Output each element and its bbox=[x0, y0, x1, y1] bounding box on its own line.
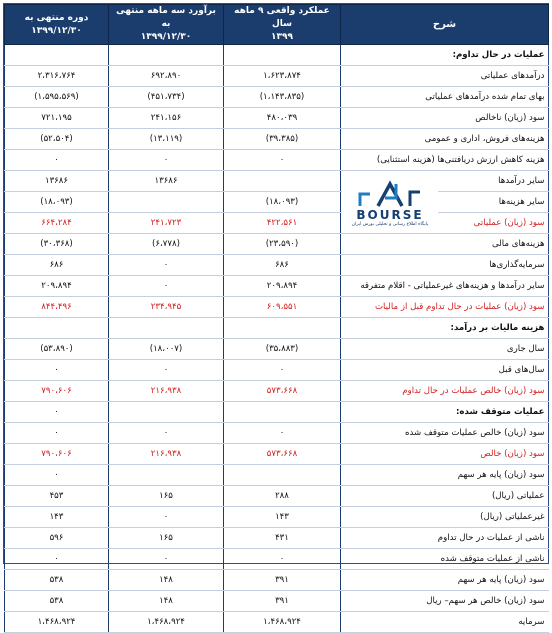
row-description: هزینه کاهش ارزش دریافتنی‌ها (هزینه استثنایی) bbox=[341, 150, 549, 171]
table-row bbox=[5, 192, 549, 213]
cell-actual-9-months: (۲۳،۵۹۰) bbox=[224, 234, 341, 255]
table-row bbox=[5, 150, 549, 171]
cell-period-total bbox=[5, 45, 109, 66]
table-row bbox=[5, 276, 549, 297]
cell-forecast-3-months bbox=[109, 465, 224, 486]
cell-actual-9-months: ۶۸۶ bbox=[224, 255, 341, 276]
cell-period-total: ۰ bbox=[5, 150, 109, 171]
cell-forecast-3-months: ۱۴۸ bbox=[109, 591, 224, 612]
row-description: سرمایه‌گذاری‌ها bbox=[341, 255, 549, 276]
table-row bbox=[5, 297, 549, 318]
table-row bbox=[5, 255, 549, 276]
row-description: عملیاتی (ریال) bbox=[341, 486, 549, 507]
cell-actual-9-months: ۳۹۱ bbox=[224, 591, 341, 612]
cell-forecast-3-months: ۲۴۱،۱۵۶ bbox=[109, 108, 224, 129]
cell-actual-9-months bbox=[224, 402, 341, 423]
row-description: سود (زیان) خالص عملیات متوقف شده bbox=[341, 423, 549, 444]
table-row bbox=[5, 381, 549, 402]
cell-period-total: ۰ bbox=[5, 465, 109, 486]
row-description: سود (زیان) عملیات در حال تداوم قبل از مالیات bbox=[341, 297, 549, 318]
cell-actual-9-months: (۱۸،۰۹۳) bbox=[224, 192, 341, 213]
row-description: سال جاری bbox=[341, 339, 549, 360]
row-description: بهای تمام شده درآمدهای عملیاتی bbox=[341, 87, 549, 108]
table-row bbox=[5, 507, 549, 528]
cell-actual-9-months: ۰ bbox=[224, 360, 341, 381]
income-statement-table bbox=[4, 4, 549, 633]
cell-actual-9-months: ۲۸۸ bbox=[224, 486, 341, 507]
cell-actual-9-months: ۴۸۰،۰۳۹ bbox=[224, 108, 341, 129]
cell-period-total: (۱،۵۹۵،۵۶۹) bbox=[5, 87, 109, 108]
cell-period-total: ۵۳۸ bbox=[5, 570, 109, 591]
cell-actual-9-months: ۱۴۳ bbox=[224, 507, 341, 528]
row-description: سود (زیان) خالص عملیات در حال تداوم bbox=[341, 381, 549, 402]
row-description: سال‌های قبل bbox=[341, 360, 549, 381]
cell-forecast-3-months: ۰ bbox=[109, 423, 224, 444]
row-description: عملیات متوقف شده: bbox=[341, 402, 549, 423]
cell-actual-9-months: ۵۷۳،۶۶۸ bbox=[224, 381, 341, 402]
cell-forecast-3-months bbox=[109, 402, 224, 423]
cell-forecast-3-months: ۱۶۵ bbox=[109, 528, 224, 549]
cell-actual-9-months: ۰ bbox=[224, 549, 341, 570]
header-forecast-3-months bbox=[109, 5, 224, 45]
header-forecast-line1: برآورد سه ماهه منتهی به bbox=[116, 6, 216, 29]
row-description: سایر درآمدها bbox=[341, 171, 549, 192]
row-description: سایر هزینه‌ها bbox=[341, 192, 549, 213]
table-row bbox=[5, 87, 549, 108]
cell-forecast-3-months: ۲۱۶،۹۳۸ bbox=[109, 444, 224, 465]
table-row bbox=[5, 549, 549, 570]
bourse-wordmark: BOURSE bbox=[356, 208, 424, 222]
cell-forecast-3-months: ۲۱۶،۹۳۸ bbox=[109, 381, 224, 402]
cell-period-total: ۸۴۴،۴۹۶ bbox=[5, 297, 109, 318]
row-description: سرمایه bbox=[341, 612, 549, 633]
cell-actual-9-months: ۰ bbox=[224, 150, 341, 171]
cell-forecast-3-months bbox=[109, 192, 224, 213]
cell-forecast-3-months: ۱۴۸ bbox=[109, 570, 224, 591]
cell-actual-9-months: ۵۷۳،۶۶۸ bbox=[224, 444, 341, 465]
header-description bbox=[341, 5, 549, 45]
row-description: غیرعملیاتی (ریال) bbox=[341, 507, 549, 528]
cell-period-total: (۱۸،۰۹۳) bbox=[5, 192, 109, 213]
cell-period-total: ۲۰۹،۸۹۴ bbox=[5, 276, 109, 297]
statement-rows bbox=[5, 45, 549, 633]
table-row bbox=[5, 570, 549, 591]
table-row bbox=[5, 528, 549, 549]
table-row bbox=[5, 423, 549, 444]
cell-actual-9-months: ۶۰۹،۵۵۱ bbox=[224, 297, 341, 318]
cell-actual-9-months: ۲۰۹،۸۹۴ bbox=[224, 276, 341, 297]
cell-actual-9-months: (۱،۱۴۳،۸۳۵) bbox=[224, 87, 341, 108]
table-row bbox=[5, 129, 549, 150]
cell-period-total: ۴۵۳ bbox=[5, 486, 109, 507]
cell-period-total: ۰ bbox=[5, 360, 109, 381]
cell-forecast-3-months: ۰ bbox=[109, 360, 224, 381]
cell-actual-9-months bbox=[224, 171, 341, 192]
row-description: هزینه مالیات بر درآمد: bbox=[341, 318, 549, 339]
table-header-row bbox=[5, 5, 549, 45]
row-description: سود (زیان) عملیاتی bbox=[341, 213, 549, 234]
cell-actual-9-months: (۳۹،۳۸۵) bbox=[224, 129, 341, 150]
cell-actual-9-months: (۳۵،۸۸۳) bbox=[224, 339, 341, 360]
cell-period-total: ۷۲۱،۱۹۵ bbox=[5, 108, 109, 129]
cell-forecast-3-months: (۴۵۱،۷۳۴) bbox=[109, 87, 224, 108]
cell-period-total: ۵۹۶ bbox=[5, 528, 109, 549]
cell-forecast-3-months: ۱۳۶۸۶ bbox=[109, 171, 224, 192]
cell-actual-9-months: ۱،۴۶۸،۹۲۴ bbox=[224, 612, 341, 633]
bourse-tagline: پایگاه اطلاع رسانی و تحلیلی بورس ایران bbox=[351, 222, 429, 227]
cell-forecast-3-months: ۱،۴۶۸،۹۲۴ bbox=[109, 612, 224, 633]
table-row bbox=[5, 444, 549, 465]
cell-forecast-3-months: (۱۸،۰۰۷) bbox=[109, 339, 224, 360]
header-actual-line1: عملکرد واقعی ۹ ماهه سال bbox=[234, 6, 330, 29]
cell-period-total: ۶۸۶ bbox=[5, 255, 109, 276]
row-description: سود (زیان) خالص هر سهم– ریال bbox=[341, 591, 549, 612]
cell-forecast-3-months: ۶۹۲،۸۹۰ bbox=[109, 66, 224, 87]
cell-period-total: ۱۳۶۸۶ bbox=[5, 171, 109, 192]
table-row bbox=[5, 402, 549, 423]
cell-period-total: ۲،۳۱۶،۷۶۴ bbox=[5, 66, 109, 87]
cell-actual-9-months: ۴۲۲،۵۶۱ bbox=[224, 213, 341, 234]
row-description: عملیات در حال تداوم: bbox=[341, 45, 549, 66]
table-row bbox=[5, 66, 549, 87]
cell-forecast-3-months: (۱۳،۱۱۹) bbox=[109, 129, 224, 150]
header-forecast-line2: ۱۳۹۹/۱۲/۳۰ bbox=[140, 32, 192, 42]
cell-period-total: ۱،۴۶۸،۹۲۴ bbox=[5, 612, 109, 633]
row-description: هزینه‌های فروش، اداری و عمومی bbox=[341, 129, 549, 150]
row-description: درآمدهای عملیاتی bbox=[341, 66, 549, 87]
cell-period-total: ۱۴۳ bbox=[5, 507, 109, 528]
table-row bbox=[5, 486, 549, 507]
cell-period-total: (۵۳،۸۹۰) bbox=[5, 339, 109, 360]
table-row bbox=[5, 213, 549, 234]
cell-forecast-3-months: ۰ bbox=[109, 150, 224, 171]
header-period-ending bbox=[5, 5, 109, 45]
cell-actual-9-months bbox=[224, 318, 341, 339]
bourse-watermark bbox=[342, 180, 438, 232]
row-description: سایر درآمدها و هزینه‌های غیرعملیاتی - اقلام متفرقه bbox=[341, 276, 549, 297]
cell-forecast-3-months: ۲۳۴،۹۴۵ bbox=[109, 297, 224, 318]
table-row bbox=[5, 171, 549, 192]
cell-period-total: ۰ bbox=[5, 423, 109, 444]
table-row bbox=[5, 612, 549, 633]
header-actual-line2: ۱۳۹۹ bbox=[271, 32, 293, 42]
cell-period-total bbox=[5, 318, 109, 339]
header-actual-9-months bbox=[224, 5, 341, 45]
cell-forecast-3-months: (۶،۷۷۸) bbox=[109, 234, 224, 255]
income-statement-sheet bbox=[3, 3, 549, 627]
header-period-line1: دوره منتهی به ۱۳۹۹/۱۲/۳۰ bbox=[24, 12, 89, 36]
row-description: سود (زیان) پایه هر سهم bbox=[341, 570, 549, 591]
header-description-label: شرح bbox=[432, 19, 457, 30]
cell-period-total: ۰ bbox=[5, 402, 109, 423]
cell-period-total: ۶۶۴،۲۸۴ bbox=[5, 213, 109, 234]
table-row bbox=[5, 360, 549, 381]
cell-period-total: ۷۹۰،۶۰۶ bbox=[5, 381, 109, 402]
cell-actual-9-months: ۳۹۱ bbox=[224, 570, 341, 591]
row-description: هزینه‌های مالی bbox=[341, 234, 549, 255]
cell-actual-9-months: ۴۳۱ bbox=[224, 528, 341, 549]
bourse-logo-icon bbox=[352, 180, 428, 210]
cell-period-total: ۵۳۸ bbox=[5, 591, 109, 612]
cell-actual-9-months: ۱،۶۲۳،۸۷۴ bbox=[224, 66, 341, 87]
row-description: ناشی از عملیات متوقف شده bbox=[341, 549, 549, 570]
cell-period-total: ۰ bbox=[5, 549, 109, 570]
cell-forecast-3-months: ۱۶۵ bbox=[109, 486, 224, 507]
table-row bbox=[5, 465, 549, 486]
cell-forecast-3-months: ۰ bbox=[109, 276, 224, 297]
cell-forecast-3-months: ۰ bbox=[109, 255, 224, 276]
cell-forecast-3-months: ۲۴۱،۷۲۳ bbox=[109, 213, 224, 234]
cell-forecast-3-months bbox=[109, 45, 224, 66]
table-row bbox=[5, 45, 549, 66]
cell-forecast-3-months: ۰ bbox=[109, 507, 224, 528]
cell-period-total: (۳۰،۳۶۸) bbox=[5, 234, 109, 255]
cell-actual-9-months: ۰ bbox=[224, 423, 341, 444]
table-row bbox=[5, 318, 549, 339]
cell-forecast-3-months: ۰ bbox=[109, 549, 224, 570]
table-row bbox=[5, 591, 549, 612]
cell-period-total: (۵۲،۵۰۴) bbox=[5, 129, 109, 150]
row-description: سود (زیان) پایه هر سهم bbox=[341, 465, 549, 486]
row-description: سود (زیان) ناخالص bbox=[341, 108, 549, 129]
table-row bbox=[5, 234, 549, 255]
table-row bbox=[5, 339, 549, 360]
cell-period-total: ۷۹۰،۶۰۶ bbox=[5, 444, 109, 465]
table-row bbox=[5, 108, 549, 129]
cell-forecast-3-months bbox=[109, 318, 224, 339]
cell-actual-9-months bbox=[224, 45, 341, 66]
row-description: ناشی از عملیات در حال تداوم bbox=[341, 528, 549, 549]
cell-actual-9-months bbox=[224, 465, 341, 486]
row-description: سود (زیان) خالص bbox=[341, 444, 549, 465]
